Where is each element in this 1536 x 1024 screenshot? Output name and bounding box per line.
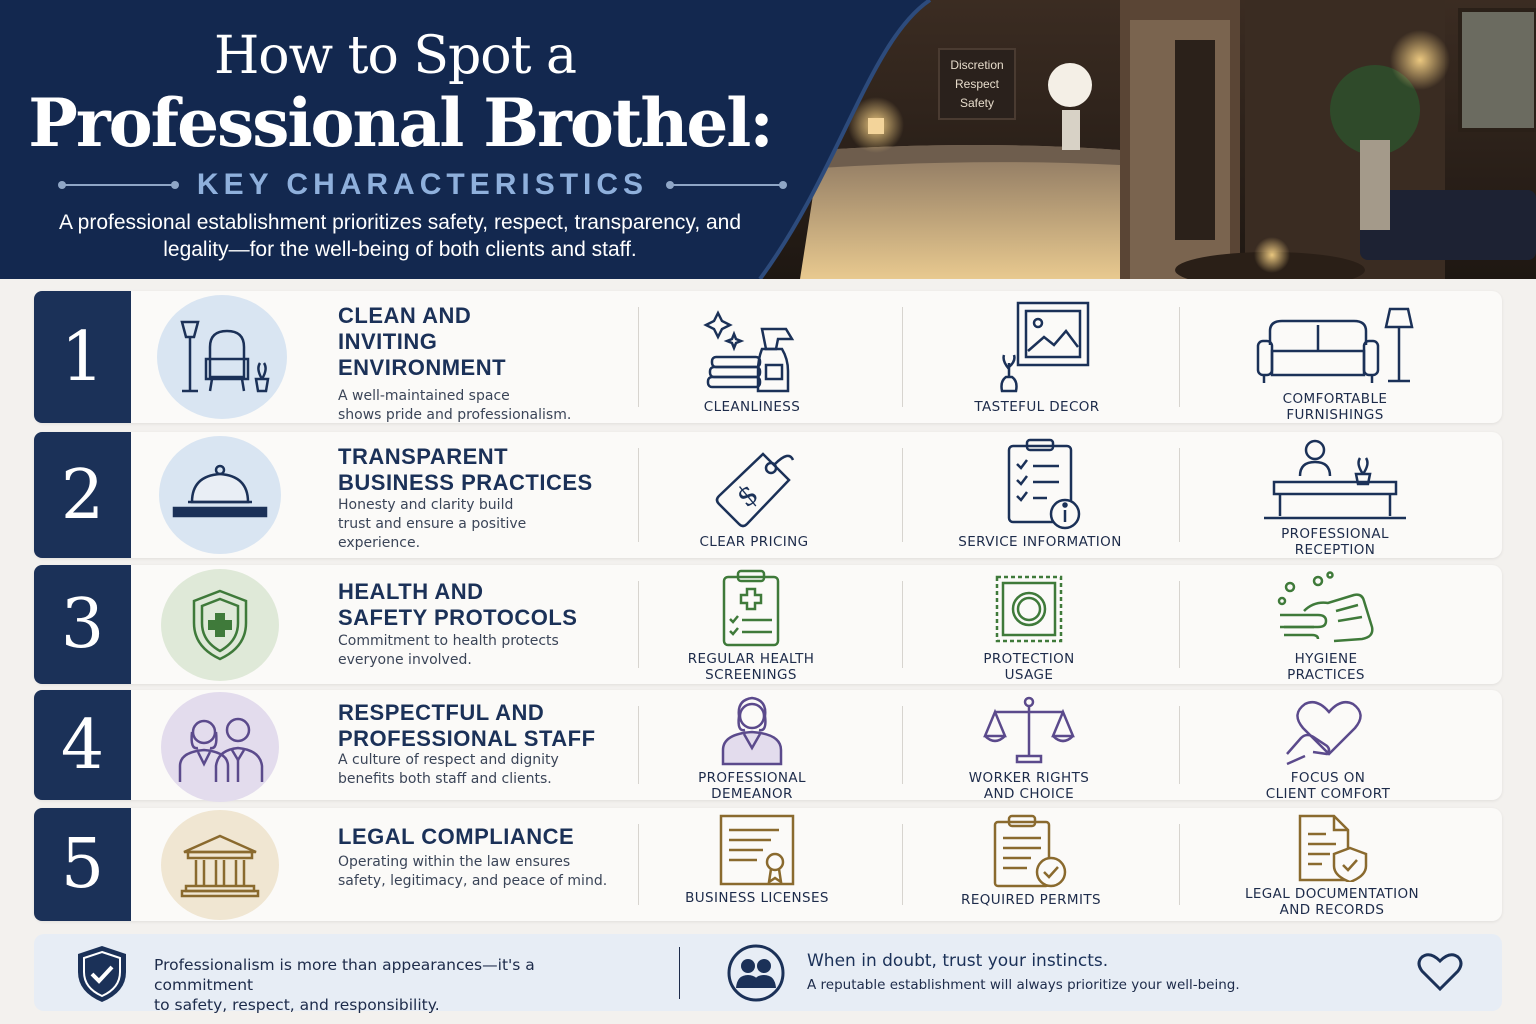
row-2: [34, 432, 1502, 558]
price-tag-icon: [709, 446, 799, 530]
feature-focus-on-client-comfort: [1228, 698, 1428, 802]
feature-comfortable-furnishings: [1235, 305, 1435, 423]
feature-label: REGULAR HEALTH SCREENINGS: [687, 651, 815, 683]
divider: [1179, 824, 1180, 905]
feature-label: WORKER RIGHTS AND CHOICE: [968, 770, 1090, 802]
row-3: [34, 565, 1502, 684]
divider: [1179, 706, 1180, 784]
spray-bottle-icon: [702, 309, 802, 395]
protection-package-icon: [991, 571, 1067, 647]
divider: [1179, 581, 1180, 668]
row-description: Commitment to health protects everyone involved.: [338, 633, 559, 668]
row-title: CLEAN AND INVITING ENVIRONMENT: [338, 303, 507, 380]
divider: [902, 581, 903, 668]
feature-label: COMFORTABLE FURNISHINGS: [1282, 391, 1388, 423]
lobby-sign: [938, 48, 1016, 120]
feature-label: TASTEFUL DECOR: [974, 399, 1100, 415]
divider: [60, 184, 177, 186]
divider: [638, 307, 639, 407]
feature-service-information: [940, 438, 1140, 550]
row-title: RESPECTFUL AND PROFESSIONAL STAFF: [338, 700, 596, 751]
feature-professional-reception: [1235, 438, 1435, 558]
feature-legal-documentation: [1232, 814, 1432, 918]
service-bell-icon: [159, 436, 281, 554]
feature-label: SERVICE INFORMATION: [958, 534, 1122, 550]
divider: [902, 824, 903, 905]
divider: [668, 184, 785, 186]
footer-right-text: A reputable establishment will always prioritize your well-being.: [807, 977, 1240, 993]
feature-worker-rights: [929, 696, 1129, 802]
divider: [902, 448, 903, 542]
row-description: Honesty and clarity build trust and ensure a positive experience.: [338, 497, 527, 551]
scales-icon: [981, 696, 1077, 766]
sofa-lamp-icon: [1250, 305, 1420, 387]
feature-regular-health-screenings: [651, 569, 851, 683]
page-title-line-1: How to Spot a: [213, 26, 577, 86]
divider: [902, 307, 903, 407]
sign-line: Discretion: [950, 58, 1004, 72]
hand-washing-icon: [1274, 571, 1378, 647]
feature-hygiene-practices: [1226, 571, 1426, 683]
divider: [902, 706, 903, 784]
feature-label: HYGIENE PRACTICES: [1287, 651, 1365, 683]
staff-pair-icon: [161, 692, 279, 802]
subtitle: A professional establishment prioritizes safety, respect, transparency, and legality—for the well-being of both clients and staff.: [58, 211, 742, 261]
people-icon: [727, 944, 785, 1002]
feature-clear-pricing: [654, 446, 854, 550]
checklist-info-icon: [995, 438, 1085, 530]
row-title: LEGAL COMPLIANCE: [338, 824, 575, 849]
shield-check-icon: [74, 944, 130, 1004]
divider: [1179, 448, 1180, 542]
row-5: [34, 808, 1502, 921]
page-title-line-2: Professional Brothel:: [28, 84, 772, 162]
divider: [638, 581, 639, 668]
feature-label: PROTECTION USAGE: [983, 651, 1075, 683]
sign-line: Safety: [959, 96, 995, 110]
divider: [638, 824, 639, 905]
medical-clipboard-icon: [716, 569, 786, 647]
feature-cleanliness: [652, 309, 852, 415]
divider: [638, 706, 639, 784]
hero-banner: [0, 0, 1536, 279]
feature-label: BUSINESS LICENSES: [685, 890, 829, 906]
heart-icon: [1416, 951, 1464, 993]
feature-label: PROFESSIONAL RECEPTION: [1281, 526, 1389, 558]
row-description: A culture of respect and dignity benefits both staff and clients.: [338, 752, 559, 787]
kicker: KEY CHARACTERISTICS: [196, 168, 649, 201]
row-4: [34, 690, 1502, 800]
feature-required-permits: [931, 814, 1131, 908]
row-number: 3: [34, 565, 131, 684]
row-number: 5: [34, 808, 131, 921]
feature-business-licenses: [657, 814, 857, 906]
clipboard-check-icon: [991, 814, 1071, 888]
footer-banner: [34, 934, 1502, 1014]
row-title: TRANSPARENT BUSINESS PRACTICES: [338, 444, 593, 495]
certificate-icon: [717, 814, 797, 886]
feature-label: FOCUS ON CLIENT COMFORT: [1265, 770, 1391, 802]
shield-cross-icon: [161, 569, 279, 681]
feature-professional-demeanor: [652, 694, 852, 802]
professional-woman-icon: [717, 694, 787, 766]
row-1: [34, 291, 1502, 423]
row-number: 4: [34, 690, 131, 800]
framed-picture-icon: [982, 301, 1092, 395]
lounge-chair-icon: [157, 295, 287, 419]
courthouse-icon: [161, 810, 279, 920]
footer-right-title: When in doubt, trust your instincts.: [807, 951, 1109, 971]
feature-label: REQUIRED PERMITS: [961, 892, 1101, 908]
row-number: 2: [34, 432, 131, 558]
feature-label: PROFESSIONAL DEMEANOR: [698, 770, 806, 802]
reception-desk-icon: [1260, 438, 1410, 522]
row-description: A well-maintained space shows pride and professionalism.: [338, 388, 572, 423]
kicker-row: [60, 168, 785, 202]
feature-tasteful-decor: [937, 301, 1137, 415]
row-description: Operating within the law ensures safety, legitimacy, and peace of mind.: [338, 854, 608, 889]
footer-left-text: Professionalism is more than appearances—it's a commitment to safety, respect, and responsibility.: [154, 956, 535, 1014]
document-shield-icon: [1292, 814, 1372, 882]
row-number: 1: [34, 291, 131, 423]
feature-label: CLEANLINESS: [703, 399, 801, 415]
feature-label: LEGAL DOCUMENTATION AND RECORDS: [1244, 886, 1420, 918]
divider: [679, 947, 680, 999]
feature-label: CLEAR PRICING: [699, 534, 809, 550]
divider: [1179, 307, 1180, 407]
row-title: HEALTH AND SAFETY PROTOCOLS: [338, 579, 578, 630]
feature-protection-usage: [929, 571, 1129, 683]
divider: [638, 448, 639, 542]
heart-hand-icon: [1283, 698, 1373, 766]
sign-line: Respect: [954, 77, 1000, 91]
svg-text:$: $: [729, 477, 765, 514]
